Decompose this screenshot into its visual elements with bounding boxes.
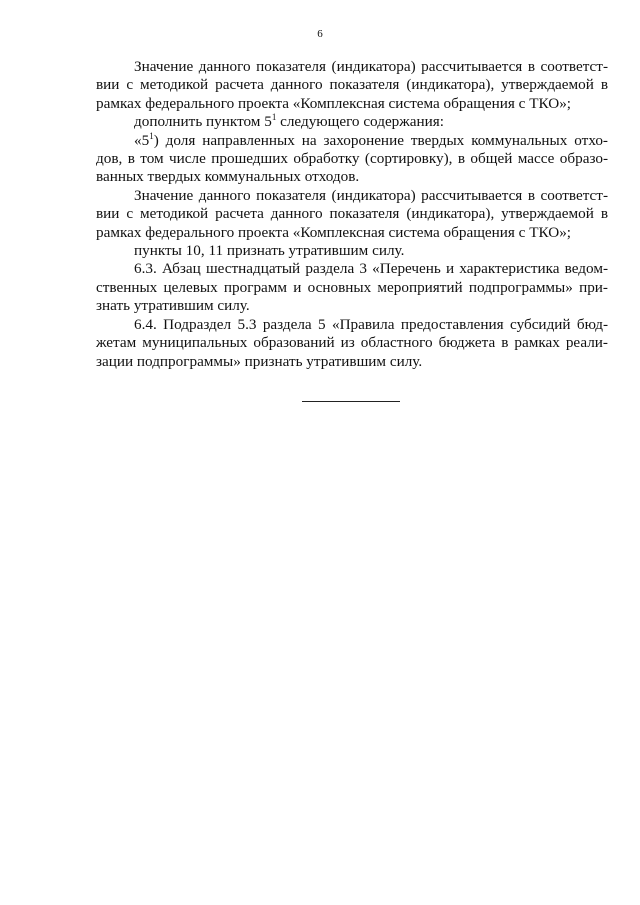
- paragraph: [96, 113, 608, 131]
- text-line: ственных целевых программ и основных мероприятий подпрограммы» при-: [96, 278, 608, 296]
- paragraph: [96, 242, 608, 260]
- text-line: дов, в том числе прошедших обработку (сортировку), в общей массе образо-: [96, 150, 608, 168]
- paragraph: [96, 58, 608, 113]
- text-line: пункты 10, 11 признать утратившим силу.: [134, 242, 405, 260]
- text-line: 6.4. Подраздел 5.3 раздела 5 «Правила предоставления субсидий бюд-: [134, 315, 608, 333]
- text-line: 6.3. Абзац шестнадцатый раздела 3 «Перечень и характеристика ведом-: [134, 260, 608, 278]
- text-line: рамках федерального проекта «Комплексная система обращения с ТКО»;: [96, 94, 572, 112]
- paragraph: [96, 260, 608, 315]
- text-line: зации подпрограммы» признать утратившим силу.: [96, 352, 423, 370]
- text-line: жетам муниципальных образований из областного бюджета в рамках реали-: [96, 334, 608, 352]
- text-line: дополнить пунктом $5^1$ следующего содержания:: [134, 112, 444, 131]
- text-line: Значение данного показателя (индикатора) рассчитывается в соответст-: [134, 58, 608, 75]
- document-body: [96, 58, 608, 371]
- text-line: «$5^1$) доля направленных на захоронение твердых коммунальных отхо-: [134, 130, 608, 149]
- page-number: 6: [317, 28, 323, 40]
- text-line: рамках федерального проекта «Комплексная система обращения с ТКО»;: [96, 223, 572, 241]
- text-line: ванных твердых коммунальных отходов.: [96, 168, 360, 186]
- text-line: знать утратившим силу.: [96, 297, 250, 315]
- paragraph: [96, 316, 608, 371]
- text-line: вии с методикой расчета данного показателя (индикатора), утверждаемой в: [96, 205, 608, 223]
- paragraph: [96, 187, 608, 242]
- closing-divider-line: [302, 401, 400, 402]
- text-line: Значение данного показателя (индикатора) рассчитывается в соответст-: [134, 186, 608, 204]
- text-line: вии с методикой расчета данного показателя (индикатора), утверждаемой в: [96, 76, 608, 94]
- paragraph: [96, 132, 608, 187]
